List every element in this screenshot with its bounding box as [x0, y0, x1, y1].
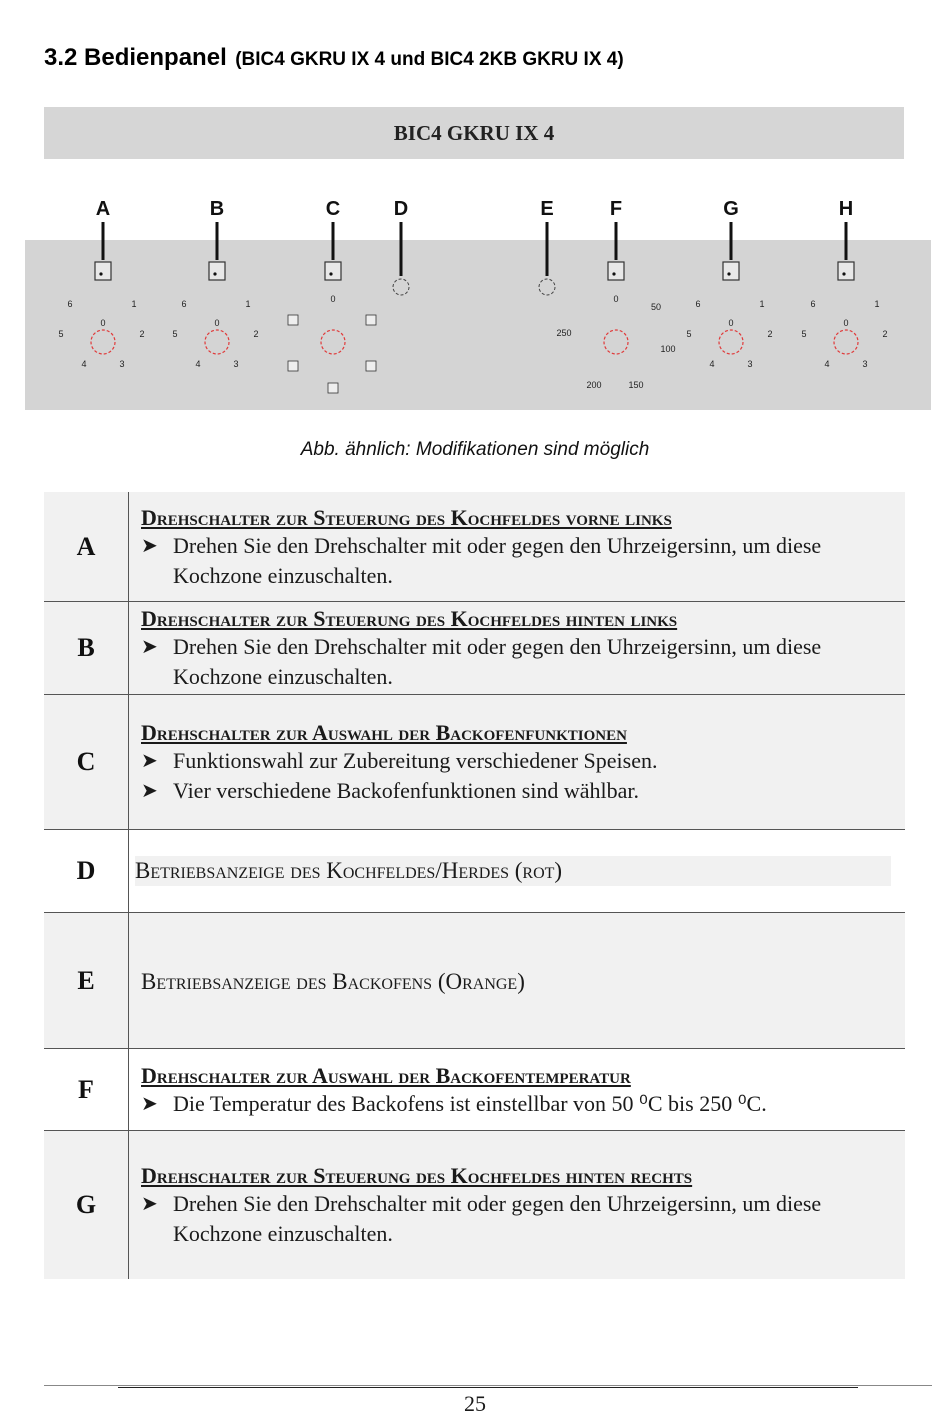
- legend-row-e: [44, 913, 905, 1049]
- row-letter: G: [44, 1131, 129, 1279]
- bullet-item: [141, 1189, 895, 1249]
- scale-tick-label: 6: [695, 299, 701, 309]
- bullet-arrow-icon: ➤: [141, 534, 158, 557]
- scale-tick-label: 1: [245, 299, 251, 309]
- scale-tick-label: 5: [172, 329, 178, 339]
- control-panel-illustration: [0, 180, 950, 415]
- row-description: [129, 1049, 905, 1130]
- scale-tick-label: 2: [767, 329, 773, 339]
- oven-function-symbol-icon: [288, 315, 298, 325]
- page-number: 25: [464, 1391, 486, 1416]
- scale-tick-label: 3: [862, 359, 868, 369]
- bullet-text: Drehen Sie den Drehschalter mit oder gegen den Uhrzeigersinn, um diese Kochzone einzuschalten.: [173, 634, 822, 689]
- legend-row-c: [44, 695, 905, 830]
- scale-tick-label: 4: [709, 359, 715, 369]
- legend-row-g: [44, 1131, 905, 1279]
- callout-label-a: A: [95, 198, 111, 220]
- row-letter: D: [44, 830, 129, 912]
- row-text: Betriebsanzeige des Kochfeldes/Herdes (rot): [135, 856, 891, 886]
- model-label-bar: [44, 107, 904, 159]
- row-description: [129, 602, 905, 694]
- oven-function-symbol-icon: [328, 383, 338, 393]
- scale-tick-label: 2: [882, 329, 888, 339]
- row-description: [129, 492, 905, 601]
- bullet-arrow-icon: ➤: [141, 750, 158, 772]
- scale-tick-label: 0: [728, 318, 734, 328]
- scale-tick-label: 3: [747, 359, 753, 369]
- legend-row-d: [44, 830, 905, 913]
- legend-table: [44, 492, 905, 1279]
- heading-main: 3.2 Bedienpanel: [44, 44, 227, 71]
- bullet-arrow-icon: ➤: [141, 1193, 158, 1215]
- row-description: [129, 830, 905, 912]
- scale-tick-label: 6: [67, 299, 73, 309]
- temperature-tick-label: 250: [556, 328, 572, 338]
- callout-label-b: B: [209, 198, 225, 220]
- row-title: Drehschalter zur Steuerung des Kochfeldes hinten rechts: [141, 1163, 693, 1188]
- callout-label-f: F: [609, 198, 623, 220]
- bullet-item: [141, 531, 895, 591]
- row-description: [129, 695, 905, 829]
- legend-row-a: [44, 492, 905, 602]
- knob-switch-icon: [209, 262, 225, 280]
- callout-label-c: C: [325, 198, 341, 220]
- scale-tick-label: 2: [253, 329, 259, 339]
- scale-tick-label: 0: [330, 294, 336, 304]
- heading-sub: (BIC4 GKRU IX 4 und BIC4 2KB GKRU IX 4): [235, 49, 624, 70]
- temperature-tick-label: 150: [628, 380, 644, 390]
- scale-tick-label: 0: [214, 318, 220, 328]
- scale-tick-label: 4: [824, 359, 830, 369]
- knob-dot: [612, 272, 615, 275]
- scale-tick-label: 5: [801, 329, 807, 339]
- row-letter: B: [44, 602, 129, 694]
- footer-rule: [44, 1385, 932, 1386]
- temperature-tick-label: 100: [660, 344, 676, 354]
- scale-tick-label: 4: [81, 359, 87, 369]
- knob-switch-icon: [838, 262, 854, 280]
- temperature-tick-label: 50: [650, 302, 662, 312]
- knob-dot: [329, 272, 332, 275]
- temperature-tick-label: 200: [586, 380, 602, 390]
- callout-label-g: G: [723, 198, 739, 220]
- row-letter: E: [44, 913, 129, 1048]
- knob-dot: [842, 272, 845, 275]
- row-description: [129, 913, 905, 1048]
- callout-label-e: E: [540, 198, 554, 220]
- knob-dot: [99, 272, 102, 275]
- callout-label-h: H: [838, 198, 854, 220]
- bullet-item: [141, 746, 895, 776]
- row-title: Drehschalter zur Steuerung des Kochfeldes hinten links: [141, 606, 678, 631]
- scale-tick-label: 1: [874, 299, 880, 309]
- panel-background: [25, 240, 931, 410]
- bullet-text: Vier verschiedene Backofenfunktionen sind wählbar.: [173, 778, 640, 803]
- scale-tick-label: 3: [119, 359, 125, 369]
- figure-caption: Abb. ähnlich: Modifikationen sind möglich: [300, 439, 650, 460]
- bullet-item: [141, 632, 895, 692]
- bullet-arrow-icon: ➤: [141, 1092, 158, 1115]
- bullet-item: [141, 776, 895, 806]
- bullet-item: [141, 1089, 895, 1119]
- bullet-text: Drehen Sie den Drehschalter mit oder gegen den Uhrzeigersinn, um diese Kochzone einzuschalten.: [173, 532, 822, 588]
- scale-tick-label: 6: [181, 299, 187, 309]
- oven-function-symbol-icon: [288, 361, 298, 371]
- row-letter: C: [44, 695, 129, 829]
- scale-tick-label: 1: [131, 299, 137, 309]
- row-title: Drehschalter zur Auswahl der Backofenfunktionen: [141, 720, 627, 745]
- callout-label-d: D: [393, 198, 409, 220]
- row-description: [129, 1131, 905, 1279]
- bullet-text: Die Temperatur des Backofens ist einstellbar von 50 ⁰C bis 250 ⁰C.: [173, 1090, 767, 1116]
- knob-dot: [727, 272, 730, 275]
- section-heading: [44, 44, 624, 72]
- scale-tick-label: 5: [58, 329, 64, 339]
- bullet-text: Drehen Sie den Drehschalter mit oder gegen den Uhrzeigersinn, um diese Kochzone einzuschalten.: [173, 1191, 822, 1246]
- scale-tick-label: 0: [100, 318, 106, 328]
- knob-switch-icon: [723, 262, 739, 280]
- bullet-text: Funktionswahl zur Zubereitung verschiedener Speisen.: [173, 748, 658, 773]
- knob-dot: [213, 272, 216, 275]
- oven-function-symbol-icon: [366, 361, 376, 371]
- legend-row-b: [44, 602, 905, 695]
- scale-tick-label: 0: [843, 318, 849, 328]
- scale-tick-label: 1: [759, 299, 765, 309]
- knob-switch-icon: [608, 262, 624, 280]
- footer-rule-inner: [118, 1387, 858, 1388]
- legend-row-f: [44, 1049, 905, 1131]
- knob-switch-icon: [95, 262, 111, 280]
- scale-tick-label: 0: [613, 294, 619, 304]
- knob-switch-icon: [325, 262, 341, 280]
- bullet-arrow-icon: ➤: [141, 636, 158, 658]
- bullet-arrow-icon: ➤: [141, 780, 158, 802]
- oven-function-symbol-icon: [366, 315, 376, 325]
- row-letter: F: [44, 1049, 129, 1130]
- row-title: Drehschalter zur Steuerung des Kochfeldes vorne links: [141, 504, 672, 530]
- scale-tick-label: 5: [686, 329, 692, 339]
- scale-tick-label: 4: [195, 359, 201, 369]
- scale-tick-label: 3: [233, 359, 239, 369]
- scale-tick-label: 6: [810, 299, 816, 309]
- model-label: BIC4 GKRU IX 4: [393, 120, 555, 145]
- scale-tick-label: 2: [139, 329, 145, 339]
- row-text: Betriebsanzeige des Backofens (Orange): [141, 968, 525, 994]
- row-title: Drehschalter zur Auswahl der Backofentemperatur: [141, 1062, 631, 1088]
- row-letter: A: [44, 492, 129, 601]
